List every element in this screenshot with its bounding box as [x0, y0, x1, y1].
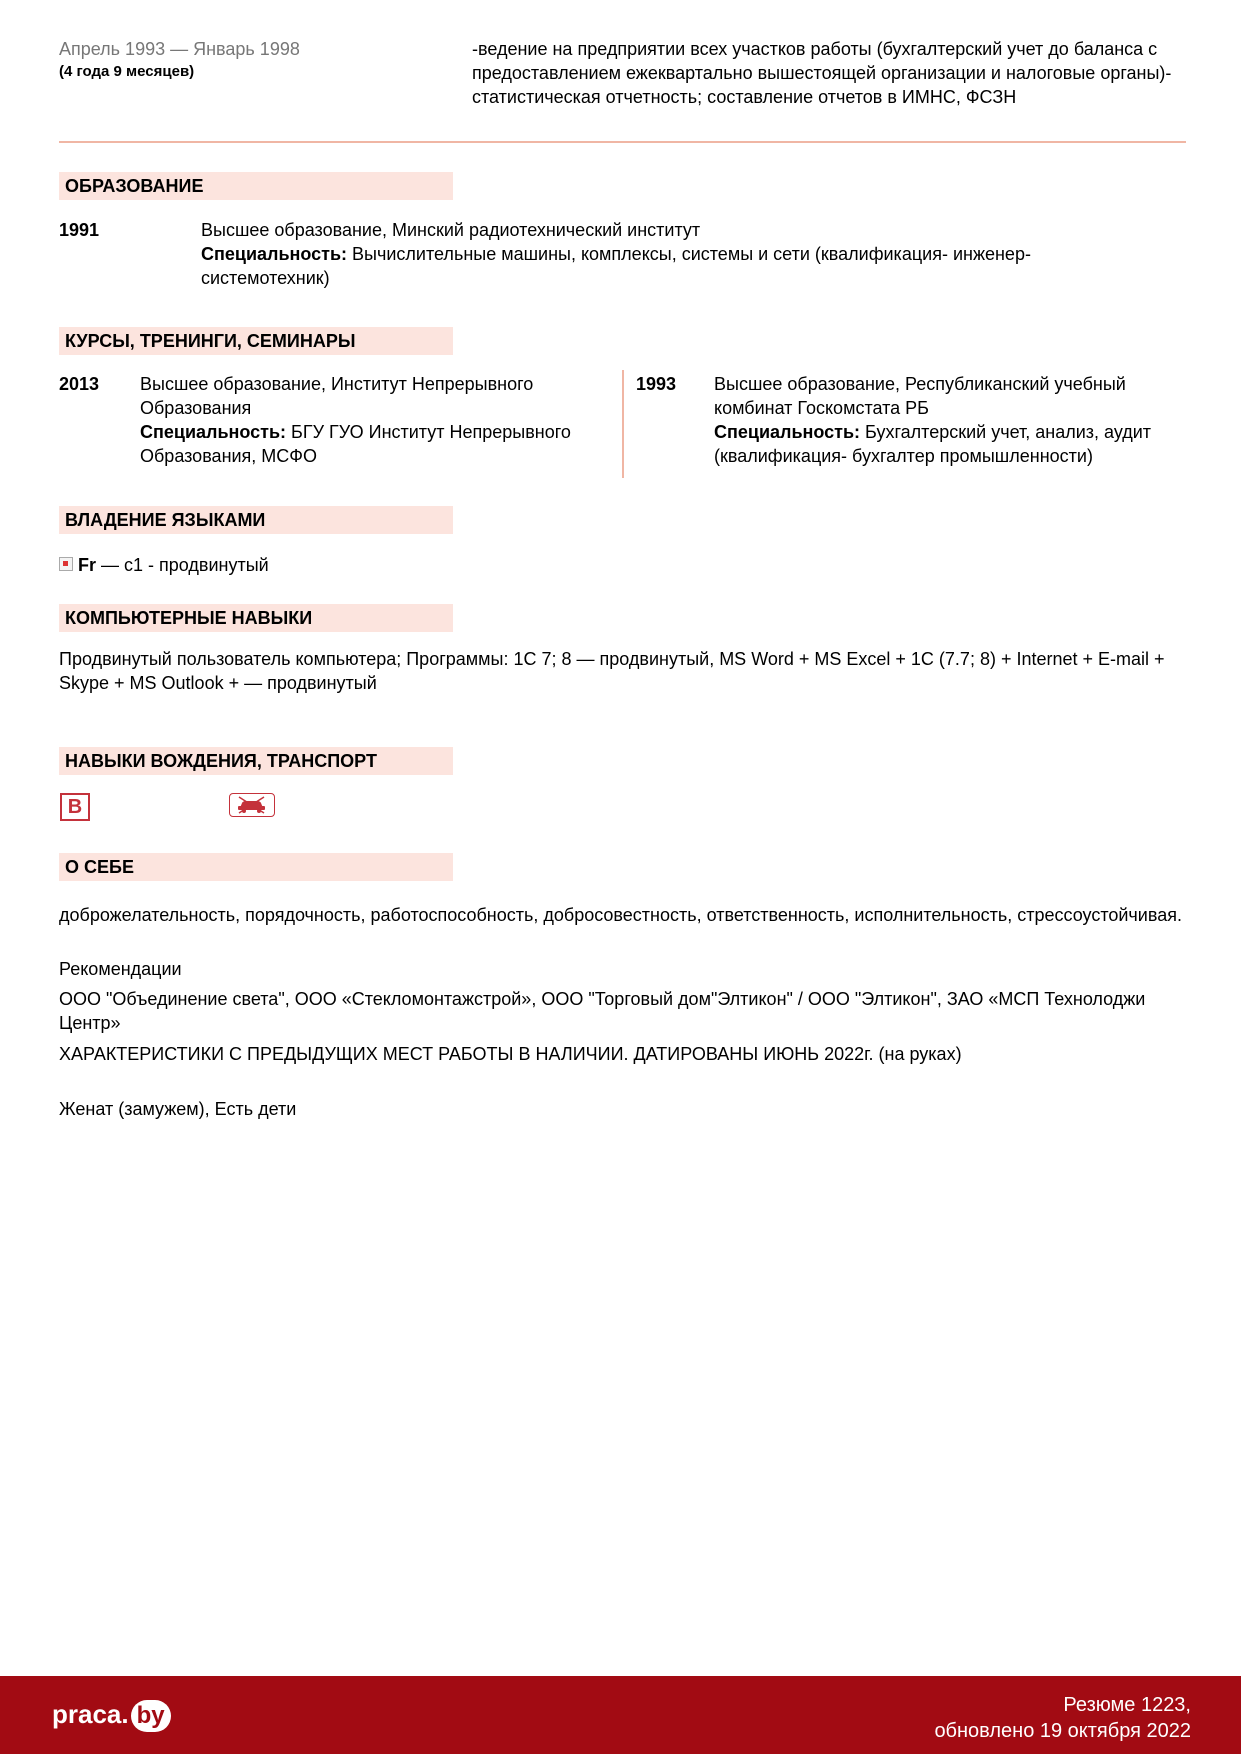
specialty-value: БГУ ГУО Институт Непрерывного Образования, МСФО — [140, 422, 571, 466]
course-title: Высшее образование, Республиканский учебный комбинат Госкомстата РБ — [714, 374, 1126, 418]
section-divider — [59, 141, 1186, 143]
no-car-icon — [229, 793, 275, 817]
education-specialty — [201, 242, 1101, 290]
education-entry — [201, 218, 1101, 290]
job-duration: (4 года 9 месяцев) — [59, 63, 195, 80]
praca-logo[interactable] — [52, 1698, 171, 1732]
language-level: — c1 - продвинутый — [96, 555, 269, 575]
job-period: Апрель 1993 — Январь 1998 — [59, 39, 300, 59]
courses-heading: КУРСЫ, ТРЕНИНГИ, СЕМИНАРЫ — [59, 327, 453, 355]
specialty-label: Специальность: — [201, 244, 348, 264]
family-status: Женат (замужем), Есть дети — [59, 1099, 297, 1119]
specialty-label: Специальность: — [140, 422, 287, 442]
resume-updated: обновлено 19 октября 2022 — [934, 1720, 1191, 1742]
resume-number: Резюме 1223, — [1063, 1694, 1191, 1716]
education-title: Высшее образование, Минский радиотехнический институт — [201, 220, 701, 240]
education-year: 1991 — [59, 220, 100, 240]
specialty-label: Специальность: — [714, 422, 861, 442]
specialty-value: Вычислительные машины, комплексы, системы и сети (квалификация- инженер-системотехник) — [201, 244, 1031, 288]
computer-skills-text: Продвинутый пользователь компьютера; Программы: 1С 7; 8 — продвинутый, MS Word + MS Excel + 1С (7.7; 8) + Internet + E-mail + Skype + MS Outlook + — продвинутый — [59, 649, 1165, 693]
language-code: Fr — [78, 555, 97, 575]
course-specialty — [140, 420, 600, 468]
course-entry — [714, 372, 1184, 468]
flag-icon — [59, 557, 73, 571]
course-specialty — [714, 420, 1184, 468]
languages-heading: ВЛАДЕНИЕ ЯЗЫКАМИ — [59, 506, 453, 534]
course-year: 1993 — [636, 374, 677, 394]
about-heading: О СЕБЕ — [59, 853, 453, 881]
course-year: 2013 — [59, 374, 100, 394]
course-title: Высшее образование, Институт Непрерывного Образования — [140, 374, 534, 418]
job-description: -ведение на предприятии всех участков работы (бухгалтерский учет до баланса с предоставлением ежеквартально вышестоящей организации и налоговые органы)-статистическая отчетность; составление отчетов в ИМНС, ФСЗН — [472, 39, 1172, 107]
driving-heading: НАВЫКИ ВОЖДЕНИЯ, ТРАНСПОРТ — [59, 747, 453, 775]
specialty-value: Бухгалтерский учет, анализ, аудит (квалификация- бухгалтер промышленности) — [714, 422, 1152, 466]
course-entry — [140, 372, 600, 468]
logo-text: praca. — [52, 1699, 129, 1729]
column-divider — [622, 370, 624, 478]
education-heading: ОБРАЗОВАНИЕ — [59, 172, 453, 200]
language-item — [59, 553, 269, 577]
characteristics-text: ХАРАКТЕРИСТИКИ С ПРЕДЫДУЩИХ МЕСТ РАБОТЫ В НАЛИЧИИ. ДАТИРОВАНЫ ИЮНЬ 2022г. (на руках) — [59, 1044, 962, 1064]
resume-info — [934, 1692, 1191, 1744]
recommendations-label: Рекомендации — [59, 959, 182, 979]
about-qualities: доброжелательность, порядочность, работоспособность, добросовестность, ответственность, исполнительность, стрессоустойчивая. — [59, 905, 1182, 925]
license-category-b: B — [60, 793, 90, 821]
recommendations-text: ООО "Объединение света", ООО «Стекломонтажстрой», ООО "Торговый дом"Элтикон" / ООО "Элтикон", ЗАО «МСП Технолоджи Центр» — [59, 989, 1146, 1033]
computer-heading: КОМПЬЮТЕРНЫЕ НАВЫКИ — [59, 604, 453, 632]
footer — [0, 1676, 1241, 1754]
logo-by: by — [131, 1700, 171, 1732]
